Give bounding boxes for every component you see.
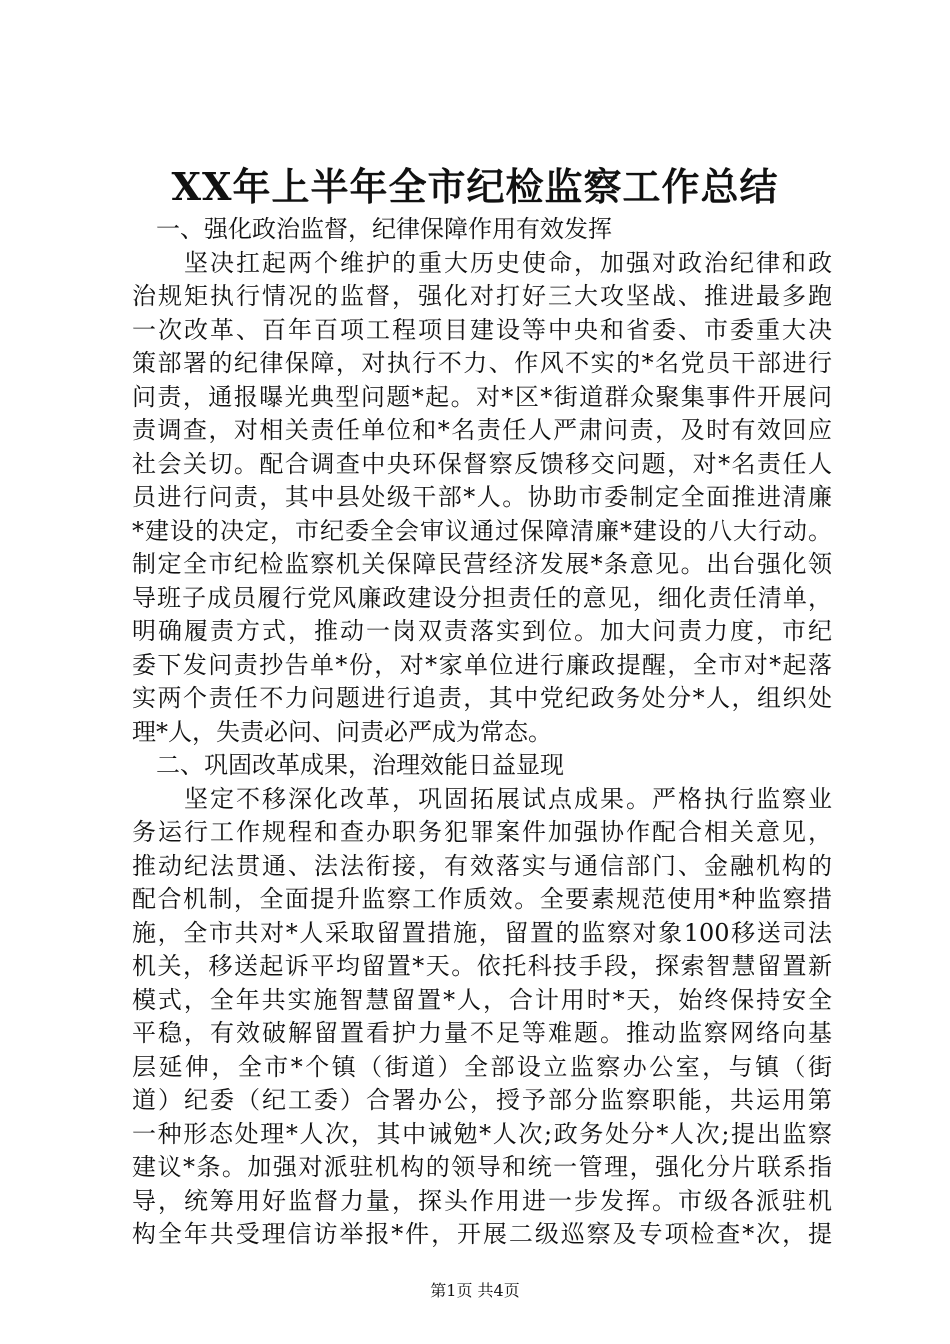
document-title: XX年上半年全市纪检监察工作总结 [171,164,779,209]
paragraph-line: 一次改革、百年百项工程项目建设等中央和省委、市委重大决 [132,315,832,344]
page-number-footer: 第1页 共4页 [430,1281,520,1300]
paragraph-line: 策部署的纪律保障，对执行不力、作风不实的*名党员干部进行 [132,349,832,377]
paragraph-line: 建议*条。加强对派驻机构的领导和统一管理，强化分片联系指 [132,1153,832,1181]
paragraph-line: 推动纪法贯通、法法衔接，有效落实与通信部门、金融机构的 [132,851,832,880]
document-body [132,213,832,1252]
paragraph-line: 问责，通报曝光典型问题*起。对*区*街道群众聚集事件开展问 [132,382,832,411]
paragraph-line: 构全年共受理信访举报*件，开展二级巡察及专项检查*次，提 [132,1220,832,1248]
paragraph-line: 责调查，对相关责任单位和*名责任人严肃问责，及时有效回应 [132,416,832,444]
paragraph-line: 导班子成员履行党风廉政建设分担责任的意见，细化责任清单， [132,583,832,612]
paragraph-line: 一种形态处理*人次，其中诫勉*人次;政务处分*人次;提出监察 [132,1119,832,1148]
paragraph-line: 机关，移送起诉平均留置*天。依托科技手段，探索智慧留置新 [132,952,832,980]
paragraph-line: 模式，全年共实施智慧留置*人，合计用时*天，始终保持安全 [132,985,832,1014]
paragraph-line: 导，统筹用好监督力量，探头作用进一步发挥。市级各派驻机 [132,1186,832,1215]
paragraph-line: 制定全市纪检监察机关保障民营经济发展*条意见。出台强化领 [132,550,832,578]
section-heading: 一、强化政治监督，纪律保障作用有效发挥 [132,215,612,243]
paragraph-line: 配合机制，全面提升监察工作质效。全要素规范使用*种监察措 [132,885,832,913]
paragraph-line: 坚决扛起两个维护的重大历史使命，加强对政治纪律和政 [132,248,832,277]
paragraph-line: 委下发问责抄告单*份，对*家单位进行廉政提醒，全市对*起落 [132,650,832,679]
paragraph-line: 施，全市共对*人采取留置措施，留置的监察对象100移送司法 [132,918,832,947]
paragraph-line: 务运行工作规程和查办职务犯罪案件加强协作配合相关意见， [132,818,832,846]
section-heading: 二、巩固改革成果，治理效能日益显现 [132,751,564,779]
paragraph-line: 道）纪委（纪工委）合署办公，授予部分监察职能，共运用第 [132,1086,832,1114]
paragraph-line: 明确履责方式，推动一岗双责落实到位。加大问责力度，市纪 [132,617,832,645]
paragraph-line: 实两个责任不力问题进行追责，其中党纪政务处分*人，组织处 [132,684,832,712]
paragraph-line: *建设的决定，市纪委全会审议通过保障清廉*建设的八大行动。 [132,516,832,545]
paragraph-line: 平稳，有效破解留置看护力量不足等难题。推动监察网络向基 [132,1019,832,1047]
paragraph-line: 坚定不移深化改革，巩固拓展试点成果。严格执行监察业 [132,784,832,813]
paragraph-line: 治规矩执行情况的监督，强化对打好三大攻坚战、推进最多跑 [132,282,832,310]
paragraph-line: 员进行问责，其中县处级干部*人。协助市委制定全面推进清廉 [132,483,832,511]
paragraph-line: 社会关切。配合调查中央环保督察反馈移交问题，对*名责任人 [132,449,832,478]
paragraph-line: 层延伸，全市*个镇（街道）全部设立监察办公室，与镇（街 [132,1052,832,1081]
paragraph-line: 理*人，失责必问、问责必严成为常态。 [132,717,552,746]
